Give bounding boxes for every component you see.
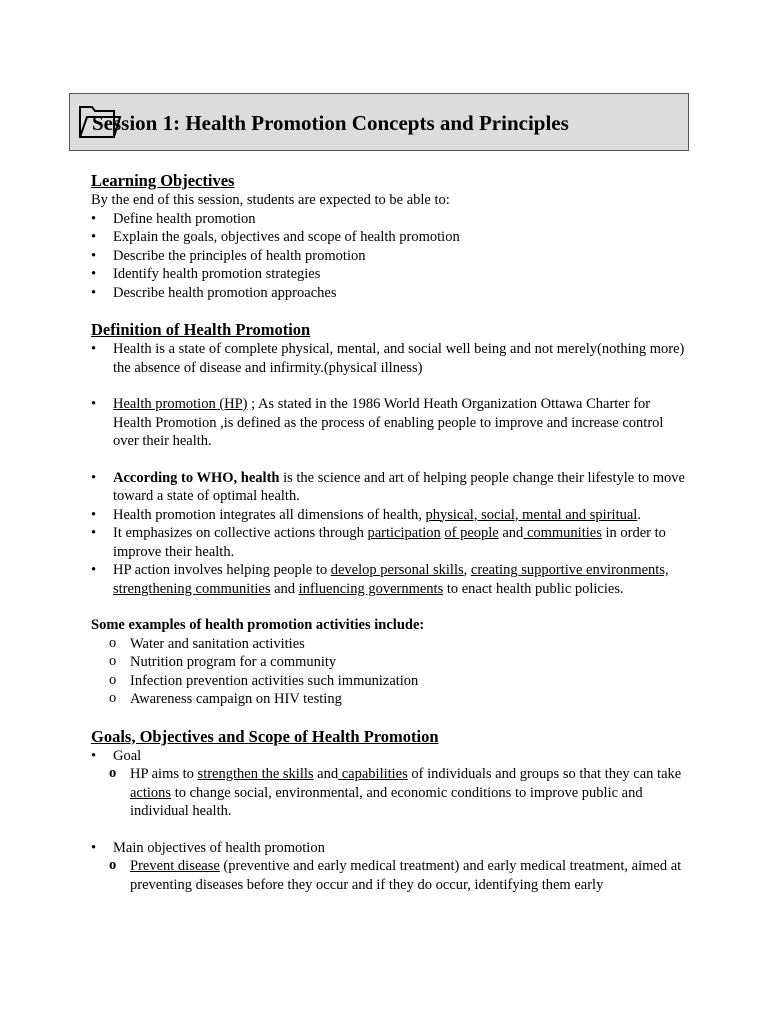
governments-term: influencing governments (298, 580, 444, 597)
objectives-intro: By the end of this session, students are expected to be able to: (91, 192, 450, 208)
people-term: of people (444, 525, 499, 541)
goal-text (107, 765, 691, 821)
spacer (91, 377, 691, 395)
health-definition: • Health is a state of complete physical, mental, and social well being and not merely(nothing more) the absence of disease and infirmity.(physical illness) (91, 340, 691, 377)
learning-objectives-heading: Learning Objectives (91, 171, 235, 190)
session-title-box (69, 93, 689, 151)
definition-heading: Definition of Health Promotion (91, 320, 311, 339)
communities-term: communities (523, 525, 602, 541)
hp-definition (91, 395, 691, 451)
hp-definition-text: ; As stated in the 1986 World Heath Organization Ottawa Charter for Health Promotion ,is defined as the process of enabling people to improve and increase control over their health. (113, 396, 664, 449)
text: to change social, environmental, and economic conditions to improve public and individual health. (130, 784, 643, 819)
definition-list (91, 340, 691, 598)
list-item: • Define health promotion (91, 210, 691, 229)
text: and (270, 580, 299, 597)
goal-item (91, 747, 691, 766)
list-item: • Explain the goals, objectives and scope of health promotion (91, 228, 691, 247)
text: HP action involves helping people to (113, 562, 331, 578)
text: Health promotion integrates all dimensions of health, (113, 506, 426, 523)
hp-term: Health promotion (HP) (113, 396, 248, 412)
spacer (91, 821, 691, 839)
main-objectives-label: • Main objectives of health promotion (91, 839, 691, 858)
list-item: • Describe the principles of health promotion (91, 247, 691, 266)
who-definition-text: is the science and art of helping people change their lifestyle to move toward a state of optimal health. (113, 469, 685, 504)
text: , (463, 562, 471, 578)
spacer (91, 451, 691, 469)
list-item: o Nutrition program for a community (107, 653, 691, 672)
hp-collective-actions (91, 524, 691, 561)
list-item: o Infection prevention activities such immunization (107, 672, 691, 691)
prevent-disease-term: Prevent disease (130, 858, 220, 874)
objective-prevent-disease (107, 857, 691, 894)
goal-label: Goal (113, 747, 142, 764)
skills-term: develop personal skills (330, 562, 464, 578)
objectives-list (91, 210, 691, 303)
list-item: o Water and sanitation activities (107, 635, 691, 654)
objectives-sublist (107, 857, 691, 894)
examples-heading: Some examples of health promotion activities include: (91, 617, 425, 633)
goal-sublist (107, 765, 691, 821)
capabilities-term: capabilities (338, 766, 408, 782)
page-title: Session 1: Health Promotion Concepts and Principles (92, 111, 569, 135)
list-item: o Awareness campaign on HIV testing (107, 690, 691, 709)
text: . (637, 506, 641, 523)
dimensions-term: physical, social, mental and spiritual (425, 506, 638, 523)
document-body (91, 171, 691, 894)
text: to enact health public policies. (443, 580, 624, 597)
environments-term: creating supportive environments, strengthening communities (113, 562, 669, 597)
text: HP aims to (130, 766, 198, 782)
objectives-main-list (91, 839, 691, 858)
hp-dimensions (91, 506, 691, 525)
goals-heading: Goals, Objectives and Scope of Health Promotion (91, 726, 439, 746)
skills-term: strengthen the skills (197, 766, 314, 782)
hp-action (91, 561, 691, 598)
list-item: • Identify health promotion strategies (91, 265, 691, 284)
list-item: • Describe health promotion approaches (91, 284, 691, 303)
participation-term: participation (367, 525, 441, 541)
text: in order to improve their health. (113, 525, 666, 560)
text: of individuals and groups so that they can take (407, 766, 682, 782)
goals-list (91, 747, 691, 766)
text: (preventive and early medical treatment) and early medical treatment, aimed at preventing diseases before they occur and if they do occur, identifying them early (130, 858, 682, 893)
text: and (498, 525, 524, 541)
text: and (313, 766, 339, 782)
examples-list (107, 635, 691, 709)
text: It emphasizes on collective actions through (113, 525, 368, 541)
who-term: According to WHO, health (113, 469, 280, 486)
actions-term: actions (130, 784, 172, 801)
who-definition (91, 469, 691, 506)
